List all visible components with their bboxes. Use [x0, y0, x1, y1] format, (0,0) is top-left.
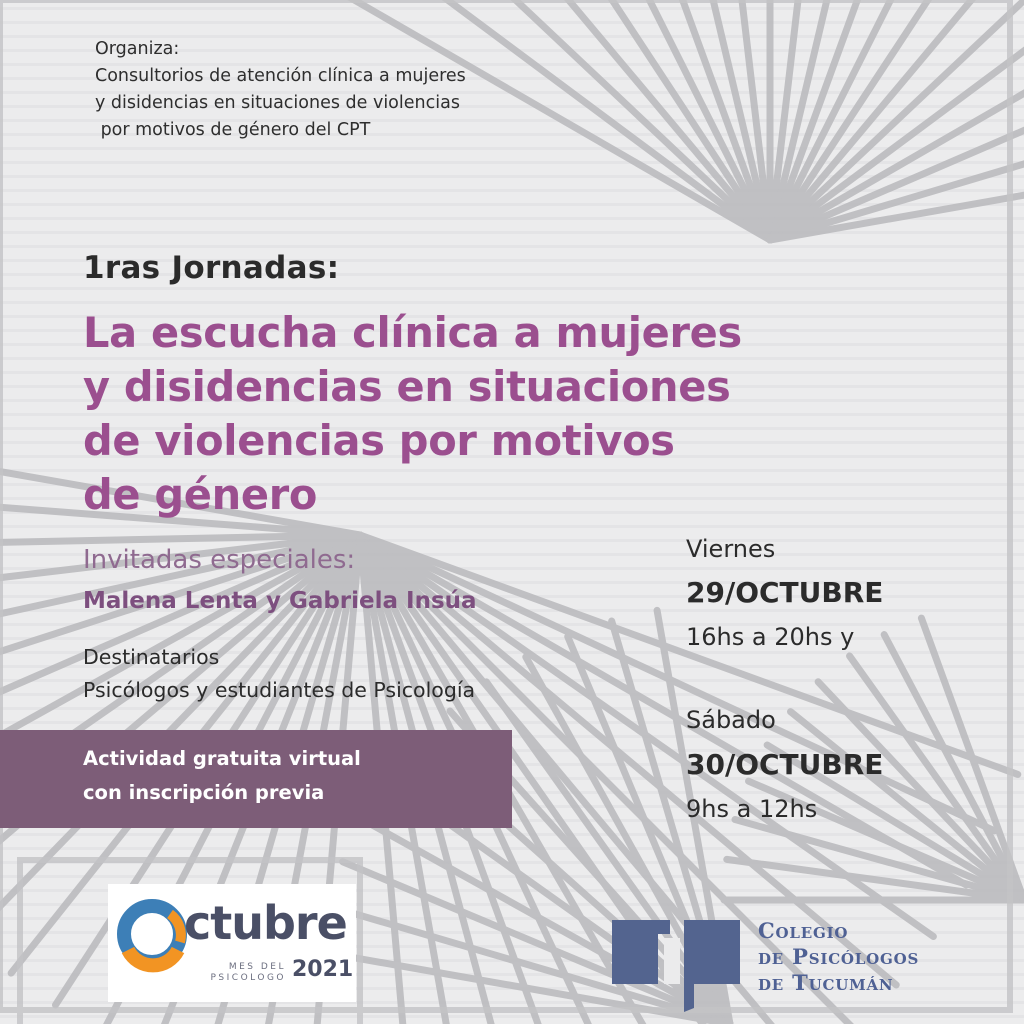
guests-names: Malena Lenta y Gabriela Insúa [83, 588, 477, 614]
octubre-logo [108, 884, 356, 1002]
cpt-name [758, 918, 919, 996]
event-title-line-3: de violencias por motivos [83, 416, 675, 465]
schedule-day-2: Sábado [686, 706, 776, 734]
event-title-line-4: de género [83, 470, 318, 519]
event-title [83, 306, 803, 522]
organizer-line-1: Consultorios de atención clínica a mujeres [95, 66, 466, 86]
organizer-line-3: por motivos de género del CPT [95, 120, 371, 140]
organizer-line-2: y disidencias en situaciones de violencias [95, 93, 460, 113]
organizer-block [95, 36, 535, 144]
cpt-emblem-icon [612, 912, 742, 1014]
event-title-line-1: La escucha clínica a mujeres [83, 308, 742, 357]
cpt-line-2: de Psicólogos [758, 944, 920, 969]
schedule-day-1: Viernes [686, 535, 776, 563]
guests-label: Invitadas especiales: [83, 545, 356, 575]
schedule-date-1: 29/OCTUBRE [686, 576, 884, 609]
octubre-word: ctubre [184, 896, 347, 950]
organizer-label: Organiza: [95, 39, 180, 59]
event-heading: 1ras Jornadas: [83, 250, 340, 286]
audience-text: Psicólogos y estudiantes de Psicología [83, 678, 476, 702]
banner-line-2: con inscripción previa [83, 781, 325, 804]
schedule-hours-1: 16hs a 20hs y [686, 623, 855, 651]
banner-line-1: Actividad gratuita virtual [83, 747, 361, 770]
octubre-sub: MES DEL PSICOLOGO [210, 962, 286, 983]
schedule-hours-2: 9hs a 12hs [686, 795, 818, 823]
schedule-date-2: 30/OCTUBRE [686, 748, 884, 781]
octubre-year: 2021 [292, 957, 354, 982]
audience-label: Destinatarios [83, 645, 220, 669]
free-activity-banner [0, 730, 512, 828]
cpt-line-1: Colegio [758, 918, 849, 943]
event-title-line-2: y disidencias en situaciones [83, 362, 731, 411]
cpt-line-3: de Tucumán [758, 970, 894, 995]
